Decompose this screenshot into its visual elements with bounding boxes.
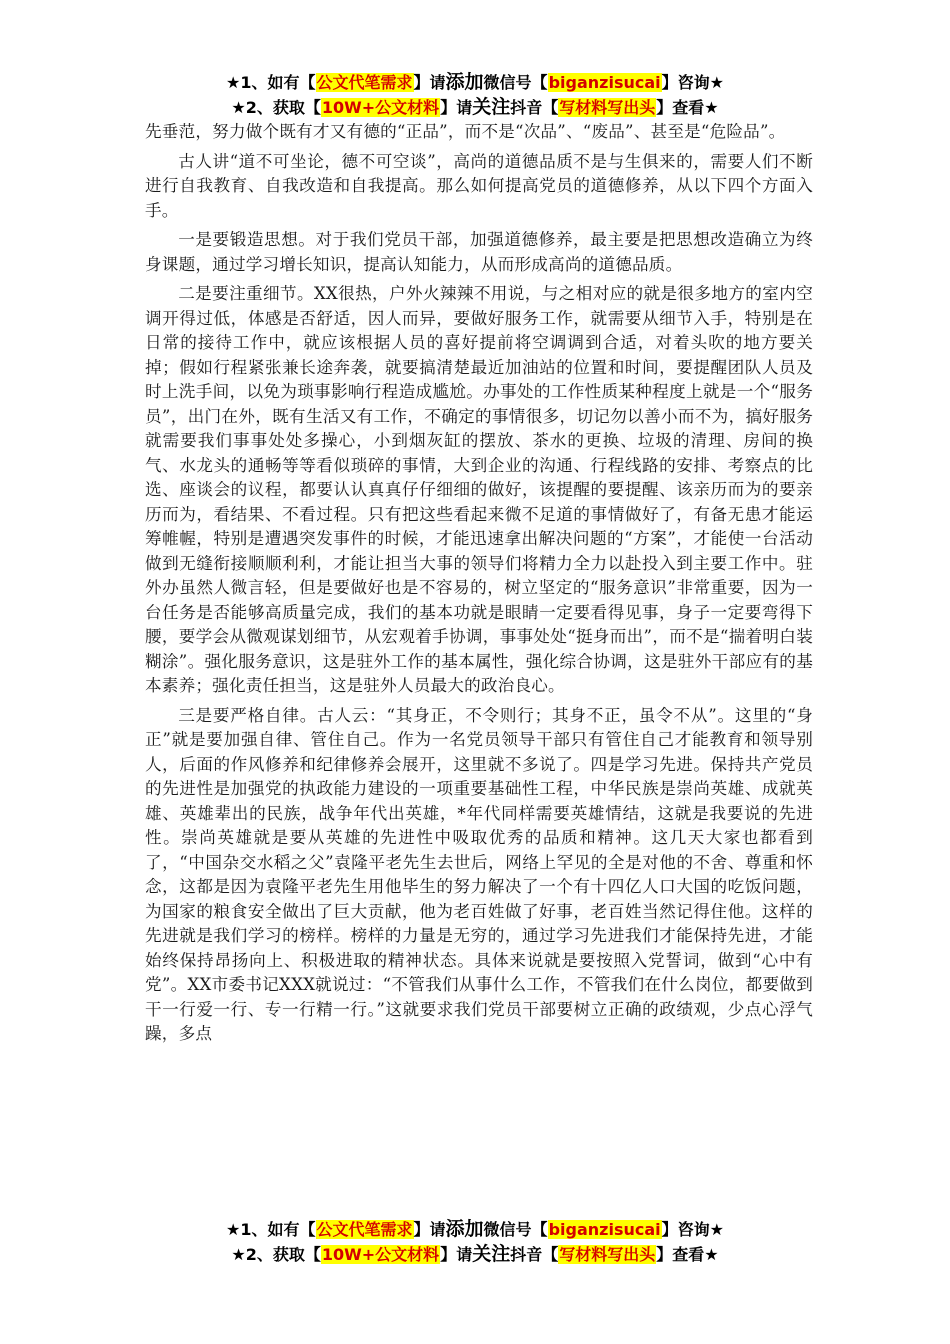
promo-highlight: 10W+公文材料: [321, 98, 440, 117]
promo-line-2: [0, 95, 950, 120]
paragraph: 古人讲“道不可坐论，德不可空谈”，高尚的道德品质不是与生俱来的，需要人们不断进行自我教育、自我改造和自我提高。那么如何提高党员的道德修养，从以下四个方面入手。: [145, 151, 813, 220]
promo-line-2: [0, 1242, 950, 1267]
promo-text: 】请: [413, 73, 446, 92]
promo-text: 微信号【: [483, 73, 548, 92]
promo-text: 】请: [440, 1245, 473, 1264]
promo-emphasis: 关注: [472, 1243, 511, 1265]
promo-text: 】请: [440, 98, 473, 117]
promo-text: 】查看★: [656, 1245, 719, 1264]
promo-highlight: 公文代笔需求: [316, 73, 413, 92]
promo-highlight: biganzisucai: [548, 1220, 661, 1239]
paragraph: 一是要锻造思想。对于我们党员干部，加强道德修养，最主要是把思想改造确立为终身课题，通过学习增长知识，提高认知能力，从而形成高尚的道德品质。: [145, 230, 813, 274]
paragraph: 三是要严格自律。古人云：“其身正，不令则行；其身不正，虽令不从”。这里的“身正”就是要加强自律、管住自己。作为一名党员领导干部只有管住自己才能教育和领导别人，后面的作风修养和纪律修养会展开，这里就不多说了。四是学习先进。保持共产党员的先进性是加强党的执政能力建设的一项重要基础性工程，中华民族是崇尚英雄、成就英雄、英雄辈出的民族，战争年代出英雄，*年代同样需要英雄情结，这就是我要说的先进性。崇尚英雄就是要从英雄的先进性中吸取优秀的品质和精神。这几天大家也都看到了，“中国杂交水稻之父”袁隆平老先生去世后，网络上罕见的全是对他的不舍、尊重和怀念，这都是因为袁隆平老先生用他毕生的努力解决了一个有十四亿人口大国的吃饭问题，为国家的粮食安全做出了巨大贡献，他为老百姓做了好事，老百姓当然记得住他。这样的先进就是我们学习的榜样。榜样的力量是无穷的，通过学习先进我们才能保持先进，才能始终保持昂扬向上、积极进取的精神状态。具体来说就是要按照入党誓词，做到“心中有党”。XX市委书记XXX就说过：“不管我们从事什么工作，不管我们在什么岗位，都要做到干一行爱一行、专一行精一行。”这就要求我们党员干部要树立正确的政绩观，少点心浮气躁，多点: [145, 705, 813, 1043]
paragraph: 二是要注重细节。XX很热，户外火辣辣不用说，与之相对应的就是很多地方的室内空调开得过低，体感是否舒适，因人而异，要做好服务工作，就需要从细节入手，特别是在日常的接待工作中，就应该根据人员的喜好提前将空调调到合适，对着头吹的地方要关掉；假如行程紧张兼长途奔袭，就要搞清楚最近加油站的位置和时间，要提醒团队人员及时上洗手间，以免为琐事影响行程造成尴尬。办事处的工作性质某种程度上就是一个“服务员”，出门在外，既有生活又有工作，不确定的事情很多，切记勿以善小而不为，搞好服务就需要我们事事处处多操心，小到烟灰缸的摆放、茶水的更换、垃圾的清理、房间的换气、水龙头的通畅等等看似琐碎的事情，大到企业的沟通、行程线路的安排、考察点的比选、座谈会的议程，都要认认真真仔仔细细的做好，该提醒的要提醒、该亲历而为的要亲历而为，看结果、不看过程。只有把这些看起来微不足道的事情做好了，有备无患才能运筹帷幄，特别是遭遇突发事件的时候，才能迅速拿出解决问题的“方案”，才能使一台活动做到无缝衔接顺顺利利，才能让担当大事的领导们将精力全力以赴投入到主要工作中。驻外办虽然人微言轻，但是要做好也是不容易的，树立坚定的“服务意识”非常重要，因为一台任务是否能够高质量完成，我们的基本功就是眼睛一定要看得见事，身子一定要弯得下腰，要学会从微观谋划细节，从宏观着手协调，事事处处“挺身而出”，而不是“揣着明白装糊涂”。强化服务意识，这是驻外工作的基本属性，强化综合协调，这是驻外干部应有的基本素养；强化责任担当，这是驻外人员最大的政治良心。: [145, 284, 813, 695]
promo-text: ★2、获取【: [231, 1245, 321, 1264]
promo-highlight: biganzisucai: [548, 73, 661, 92]
promo-highlight: 写材料写出头: [559, 1245, 656, 1264]
promo-banner-top: [0, 70, 950, 120]
promo-text: 】咨询★: [661, 1220, 724, 1239]
promo-text: 抖音【: [510, 98, 559, 117]
promo-highlight: 公文代笔需求: [316, 1220, 413, 1239]
promo-text: 微信号【: [483, 1220, 548, 1239]
paragraph: 先垂范，努力做个既有才又有德的“正品”，而不是“次品”、“废品”、甚至是“危险品”。: [145, 122, 786, 141]
promo-text: ★1、如有【: [226, 73, 316, 92]
promo-text: ★2、获取【: [231, 98, 321, 117]
promo-emphasis: 添加: [445, 1218, 484, 1240]
promo-line-1: [0, 70, 950, 95]
promo-text: 】咨询★: [661, 73, 724, 92]
promo-text: 】查看★: [656, 98, 719, 117]
promo-emphasis: 添加: [445, 71, 484, 93]
promo-text: 抖音【: [510, 1245, 559, 1264]
promo-emphasis: 关注: [472, 96, 511, 118]
promo-banner-bottom: [0, 1217, 950, 1267]
promo-highlight: 写材料写出头: [559, 98, 656, 117]
promo-line-1: [0, 1217, 950, 1242]
document-body: [145, 120, 813, 1052]
promo-highlight: 10W+公文材料: [321, 1245, 440, 1264]
promo-text: 】请: [413, 1220, 446, 1239]
promo-text: ★1、如有【: [226, 1220, 316, 1239]
